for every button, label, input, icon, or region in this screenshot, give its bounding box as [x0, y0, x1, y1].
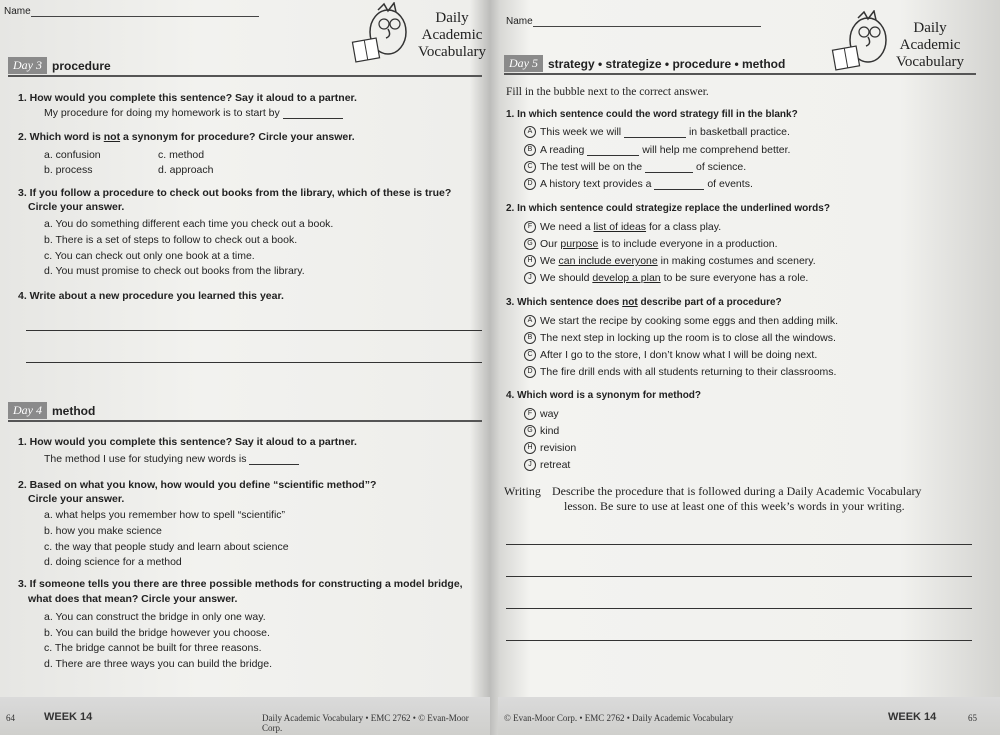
footer-credit: © Evan-Moor Corp. • EMC 2762 • Daily Academic Vocabulary — [504, 713, 734, 723]
bubble-icon[interactable]: J — [524, 459, 536, 471]
bubble-icon[interactable]: B — [524, 144, 536, 156]
left-page — [0, 0, 490, 735]
day5-q2: 2. In which sentence could strategize replace the underlined words? — [506, 203, 830, 214]
day3-q3-d[interactable]: d. You must promise to check out books from the library. — [44, 265, 305, 277]
bubble-icon[interactable]: C — [524, 161, 536, 173]
day4-q2-b[interactable]: b. how you make science — [44, 525, 162, 537]
day5-q1-option[interactable]: D A history text provides a of events. — [524, 178, 753, 190]
day4-q3-c[interactable]: c. The bridge cannot be built for three reasons. — [44, 642, 262, 654]
day4-q2-c[interactable]: c. the way that people study and learn about science — [44, 541, 289, 553]
day5-q3: 3. Which sentence does not describe part of a procedure? — [506, 297, 782, 308]
bubble-icon[interactable]: J — [524, 272, 536, 284]
day3-badge: Day 3 — [8, 57, 47, 74]
day4-q2-d[interactable]: d. doing science for a method — [44, 556, 182, 568]
day3-title: procedure — [52, 58, 111, 73]
logo-line-2: Academic — [421, 27, 483, 43]
day3-q1: 1. How would you complete this sentence? Say it aloud to a partner. — [18, 92, 357, 104]
day4-q3-b[interactable]: b. You can build the bridge however you choose. — [44, 627, 270, 639]
day3-q1-sentence: My procedure for doing my homework is to start by — [44, 107, 343, 119]
day3-q2: 2. Which word is not a synonym for procedure? Circle your answer. — [18, 131, 355, 143]
bubble-icon[interactable]: C — [524, 349, 536, 361]
bubble-icon[interactable]: A — [524, 315, 536, 327]
logo-line-1: Daily — [913, 20, 947, 36]
name-label: Name — [506, 16, 533, 27]
day4-q3-a[interactable]: a. You can construct the bridge in only one way. — [44, 611, 266, 623]
day3-q2-c[interactable]: c. method — [158, 149, 205, 161]
day5-q1: 1. In which sentence could the word strategy fill in the blank? — [506, 109, 798, 120]
writing-label: Writing — [504, 484, 541, 498]
name-label: Name — [4, 6, 31, 17]
day5-q3-option[interactable]: D The fire drill ends with all students returning to their classrooms. — [524, 366, 836, 378]
logo-line-3: Vocabulary — [418, 44, 487, 60]
day5-q4-option[interactable]: H revision — [524, 442, 576, 454]
logo-line-3: Vocabulary — [896, 54, 965, 70]
writing-line[interactable] — [26, 330, 482, 331]
day5-q3-option[interactable]: C After I go to the store, I don’t know what I will be doing next. — [524, 349, 817, 361]
day4-badge: Day 4 — [8, 402, 47, 419]
day4-q2-a[interactable]: a. what helps you remember how to spell “scientific” — [44, 509, 286, 521]
day4-q3-d[interactable]: d. There are three ways you can build the bridge. — [44, 658, 273, 670]
day5-title: strategy • strategize • procedure • method — [548, 56, 786, 71]
day5-q3-option[interactable]: B The next step in locking up the room is to close all the windows. — [524, 332, 836, 344]
writing-line[interactable] — [506, 640, 972, 641]
day5-instruction: Fill in the bubble next to the correct answer. — [506, 86, 709, 98]
writing-line[interactable] — [506, 544, 972, 545]
day3-q2-a[interactable]: a. confusion — [44, 149, 101, 161]
day3-q3-a[interactable]: a. You do something different each time you check out a book. — [44, 218, 334, 230]
day3-q3: 3. If you follow a procedure to check out books from the library, which of these is true? — [18, 187, 452, 199]
week-label: WEEK 14 — [44, 711, 93, 723]
day3-header — [8, 56, 482, 77]
day5-q4: 4. Which word is a synonym for method? — [506, 390, 702, 401]
day4-q3-instruction: what does that mean? Circle your answer. — [28, 593, 238, 605]
right-footer — [498, 697, 1000, 735]
day4-q1-sentence: The method I use for studying new words is — [44, 453, 299, 465]
bubble-icon[interactable]: F — [524, 408, 536, 420]
bubble-icon[interactable]: F — [524, 221, 536, 233]
bubble-icon[interactable]: D — [524, 366, 536, 378]
week-label: WEEK 14 — [888, 711, 937, 723]
day5-q2-option[interactable]: F We need a list of ideas for a class play. — [524, 221, 721, 233]
bubble-icon[interactable]: A — [524, 126, 536, 138]
day4-q2: 2. Based on what you know, how would you define “scientific method”? — [18, 479, 377, 491]
day4-q2-instruction: Circle your answer. — [28, 493, 125, 505]
bubble-icon[interactable]: H — [524, 255, 536, 267]
day3-q3-b[interactable]: b. There is a set of steps to follow to check out a book. — [44, 234, 298, 246]
day5-q4-option[interactable]: G kind — [524, 425, 559, 437]
left-footer — [0, 697, 490, 735]
day5-q4-option[interactable]: F way — [524, 408, 559, 420]
page-number: 64 — [6, 713, 15, 723]
page-number: 65 — [968, 713, 977, 723]
day3-q2-b[interactable]: b. process — [44, 164, 93, 176]
writing-line[interactable] — [506, 576, 972, 577]
day3-q4: 4. Write about a new procedure you learned this year. — [18, 290, 284, 302]
name-field[interactable] — [4, 6, 259, 17]
day5-q4-option[interactable]: J retreat — [524, 459, 570, 471]
writing-line[interactable] — [26, 362, 482, 363]
day4-q3: 3. If someone tells you there are three possible methods for constructing a model bridge, — [18, 578, 463, 590]
writing-prompt-line2: lesson. Be sure to use at least one of this week’s words in your writing. — [564, 499, 905, 513]
day5-q2-option[interactable]: G Our purpose is to include everyone in a production. — [524, 238, 778, 250]
day5-badge: Day 5 — [504, 55, 543, 72]
day5-header — [504, 54, 976, 75]
day5-q2-option[interactable]: J We should develop a plan to be sure everyone has a role. — [524, 272, 808, 284]
logo-line-1: Daily — [435, 10, 469, 26]
daily-academic-vocabulary-logo — [418, 10, 486, 61]
bubble-icon[interactable]: B — [524, 332, 536, 344]
day3-q3-instruction: Circle your answer. — [28, 201, 125, 213]
footer-credit: Daily Academic Vocabulary • EMC 2762 • © Evan-Moor Corp. — [262, 713, 469, 733]
bubble-icon[interactable]: H — [524, 442, 536, 454]
day4-title: method — [52, 403, 96, 418]
bubble-icon[interactable]: D — [524, 178, 536, 190]
writing-line[interactable] — [506, 608, 972, 609]
day5-q1-option[interactable]: C The test will be on the of science. — [524, 161, 746, 173]
day5-q2-option[interactable]: H We can include everyone in making costumes and scenery. — [524, 255, 816, 267]
day3-q3-c[interactable]: c. You can check out only one book at a time. — [44, 250, 255, 262]
logo-line-2: Academic — [899, 37, 961, 53]
name-field[interactable] — [506, 16, 761, 27]
day5-q3-option[interactable]: A We start the recipe by cooking some eggs and then adding milk. — [524, 315, 838, 327]
day4-header — [8, 401, 482, 422]
day5-q1-option[interactable]: A This week we will in basketball practice. — [524, 126, 790, 138]
bubble-icon[interactable]: G — [524, 425, 536, 437]
writing-prompt-line1: Describe the procedure that is followed during a Daily Academic Vocabulary — [552, 484, 922, 498]
day4-q1: 1. How would you complete this sentence? Say it aloud to a partner. — [18, 436, 357, 448]
right-page — [498, 0, 1000, 735]
day5-q1-option[interactable]: B A reading will help me comprehend better. — [524, 144, 790, 156]
bubble-icon[interactable]: G — [524, 238, 536, 250]
day3-q2-d[interactable]: d. approach — [158, 164, 214, 176]
